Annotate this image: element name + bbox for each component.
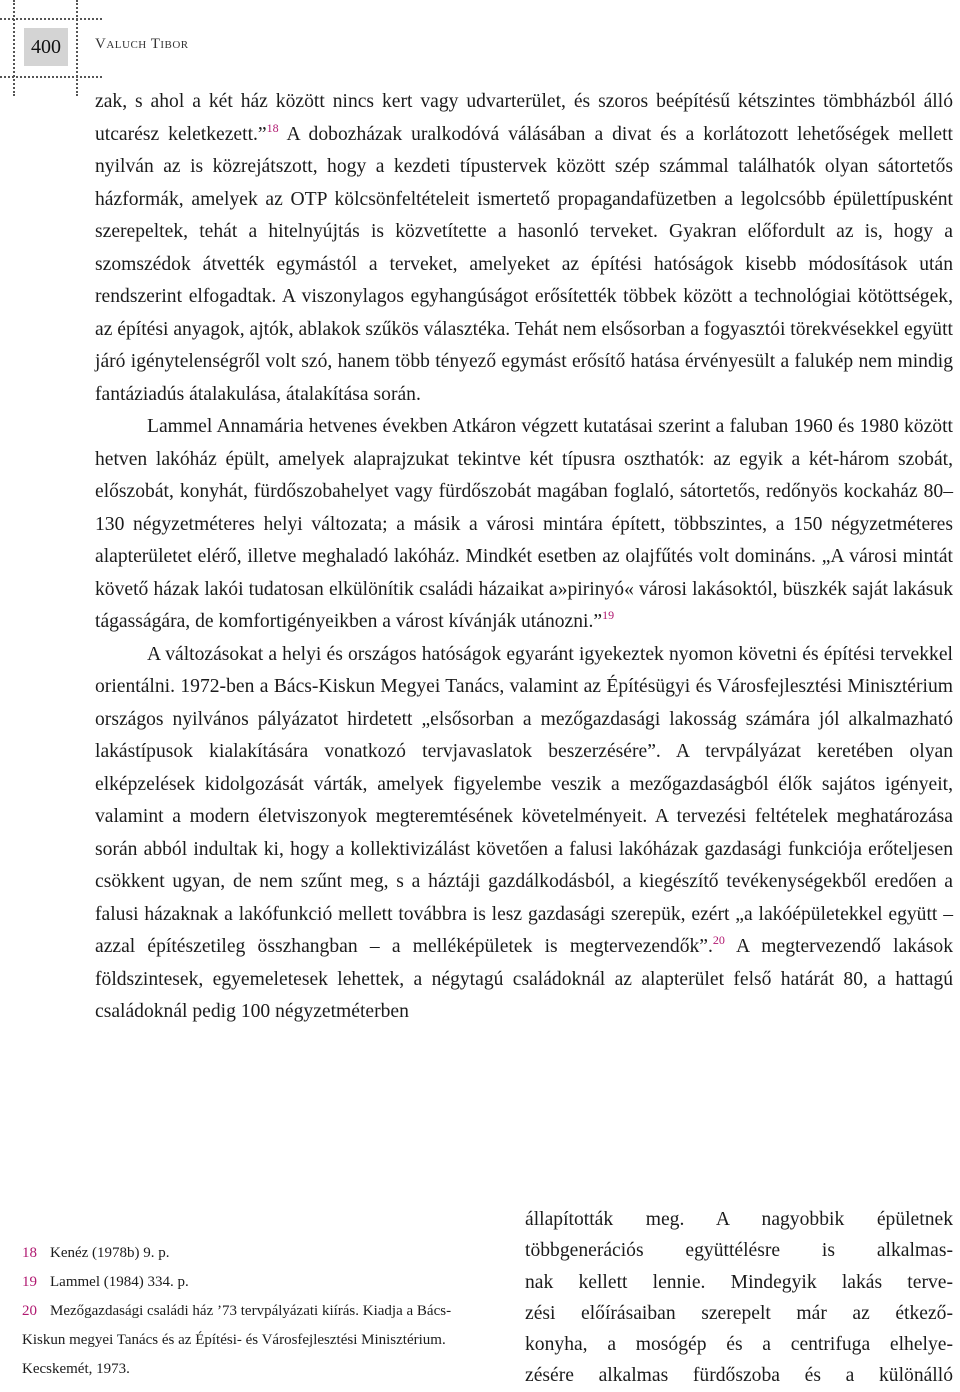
footnote-ref-19[interactable]: 19 bbox=[602, 608, 615, 622]
footnote-20 bbox=[22, 1297, 492, 1384]
paragraph-3 bbox=[95, 639, 953, 1029]
continuation-line: többgenerációs együttélésre is alkalmas- bbox=[525, 1240, 953, 1262]
continuation-line: nak kellett lennie. Mindegyik lakás terve- bbox=[525, 1271, 953, 1293]
footnote-19 bbox=[22, 1268, 492, 1297]
footnote-ref-20[interactable]: 20 bbox=[712, 933, 725, 947]
paragraph-3-continuation bbox=[525, 1204, 953, 1392]
continuation-line: zésére alkalmas fürdőszoba és a különálló bbox=[525, 1365, 953, 1387]
footnote-number: 19 bbox=[22, 1274, 37, 1290]
footnote-number: 18 bbox=[22, 1245, 37, 1261]
page-number: 400 bbox=[24, 28, 68, 66]
continuation-line: konyha, a mosógép és a centrifuga elhelye- bbox=[525, 1334, 953, 1356]
footnote-text: Mezőgazdasági családi ház ’73 tervpályázati kiírás. Kiadja a Bács-Kiskun megyei Tanács és az Építési- és Városfejlesztési Minisztérium. Kecskemét, 1973. bbox=[22, 1303, 452, 1377]
header-rule-bottom bbox=[0, 76, 102, 78]
body-text bbox=[95, 86, 953, 1029]
header-rule-left bbox=[13, 0, 15, 96]
running-head: Valuch Tibor bbox=[95, 36, 189, 52]
footnote-number: 20 bbox=[22, 1303, 37, 1319]
paragraph-2-text: Lammel Annamária hetvenes években Atkáron végzett kutatásai szerint a faluban 1960 és 1980 között hetven lakóház épült, amelyek alaprajzukat tekintve két típusra oszthatók: az egyik a két-három szobát, előszobát, konyhát, fürdőszobahelyet vagy fürdőszobát magában foglaló, sátortetős, redőnyös kockaház 80–130 négyzetméteres helyi változata; a másik a városi mintára épített, többszintes, a 150 négyzetméteres alapterületet elérő, illetve meghaladó lakóház. Mindkét esetben az olajfűtés volt domináns. „A városi mintát követő házak lakói tudatosan elkülönítik családi házaikat a»pirinyó« városi lakásoktól, büszkék saját lakásuk tágasságára, de komfortigényeikben a várost kívánják utánozni.” bbox=[95, 416, 953, 632]
continuation-line: zési előírásaiban szerepelt már az étkező- bbox=[525, 1302, 953, 1324]
paragraph-1-text-a: zak, s ahol a két ház között nincs kert vagy udvarterület, és szoros beépítésű kétszintes tömbházból álló utcarész keletkezett.” bbox=[95, 91, 953, 145]
header-rule-top bbox=[0, 18, 102, 20]
footnotes bbox=[22, 1239, 492, 1384]
footnote-text: Kenéz (1978b) 9. p. bbox=[50, 1245, 170, 1261]
header-rule-right bbox=[76, 0, 78, 96]
footnote-text: Lammel (1984) 334. p. bbox=[50, 1274, 189, 1290]
paragraph-3-text-b: A megtervezendő lakások földszintesek, egyemeletesek lehettek, a négytagú családoknál az alapterület felső határát 80, a hattagú családoknál pedig 100 négyzetméterben bbox=[95, 936, 953, 1022]
continuation-line: állapították meg. A nagyobbik épületnek bbox=[525, 1209, 953, 1230]
paragraph-2 bbox=[95, 411, 953, 639]
footnote-ref-18[interactable]: 18 bbox=[266, 120, 279, 135]
paragraph-1-text-b: A dobozházak uralkodóvá válásában a divat és a korlátozott lehetőségek mellett nyilván az is közrejátszott, hogy a kezdeti típustervek között szép számmal találhatók olyan sátortetős házformák, amelyek az OTP kölcsönfeltételeit ismertető propagandafüzetben a legolcsóbb épülettípusként szerepeltek, tehát a hitelnyújtás is közvetítette a hasonló terveket. Gyakran előfordult az is, hogy a szomszédok átvették egymástól a terveket, amelyeket az építési hatóságok kisebb módosítások után rendszerint elfogadtak. A viszonylagos egyhangúságot erősítették többek között a technológiai kötöttségek, az építési anyagok, ajtók, ablakok szűkös választéka. Tehát nem elsősorban a fogyasztói törekvésekkel együtt járó igénytelenségről volt szó, hanem több tényező egymást erősítő hatása érvényesült a falukép nem mindig fantáziadús átalakulása, átalakítása során. bbox=[95, 123, 953, 405]
footnote-18 bbox=[22, 1239, 492, 1268]
paragraph-1 bbox=[95, 86, 953, 411]
paragraph-3-text-a: A változásokat a helyi és országos hatóságok egyaránt igyekeztek nyomon követni és építési tervekkel orientálni. 1972-ben a Bács-Kiskun Megyei Tanács, valamint az Építésügyi és Városfejlesztési Minisztérium országos nyilvános pályázatot hirdetett „elsősorban a mezőgazdasági lakosság számára jól alkalmazható lakástípusok kialakítására vonatkozó tervjavaslatok beszerzésére”. A tervpályázat keretében olyan elképzelések kidolgozását várták, amelyek figyelembe veszik a mezőgazdaságból élők sajátos igényeit, valamint a modern életviszonyok megteremtésének követelményeit. A tervezési feltételek meghatározása során abból indultak ki, hogy a kollektivizálást követően a falusi lakóházak gazdasági funkciója erőteljesen csökkent ugyan, de nem szűnt meg, s a háztáji gazdálkodásból, a kiegészítő tevékenységekből eredően a falusi házaknak a lakófunkció mellett továbbra is lesz gazdasági szerepük, ezért „a lakóépületekkel együtt – azzal építészetileg összhangban – a melléképületek is megtervezendők”. bbox=[95, 643, 953, 957]
